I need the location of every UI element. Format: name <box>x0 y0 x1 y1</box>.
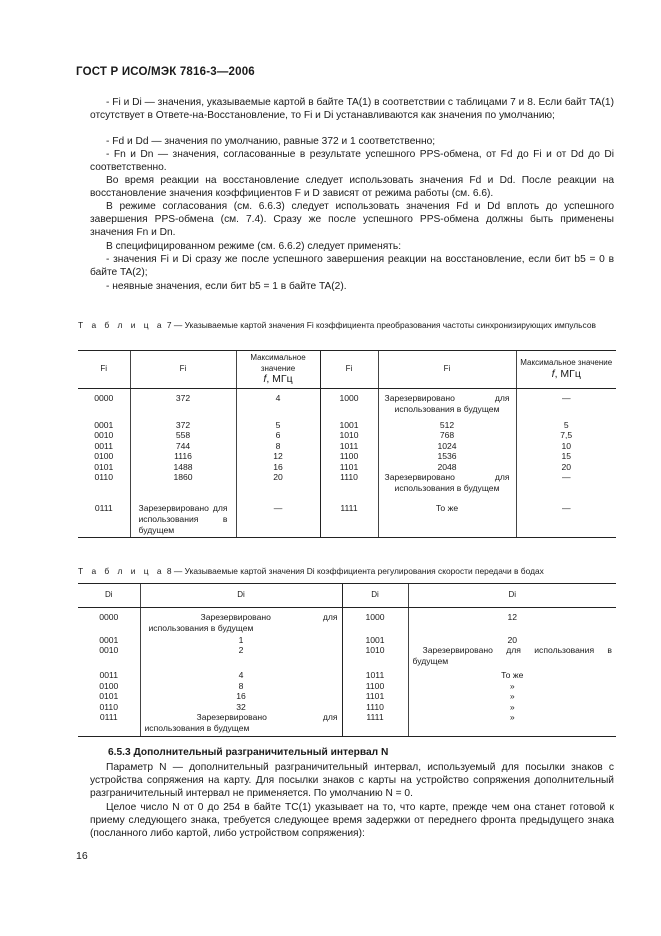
section-title: 6.5.3 Дополнительный разграничительный интервал N <box>108 747 389 758</box>
table7-cell: 0100 <box>94 451 114 462</box>
table7-cell: 1488 <box>130 462 236 473</box>
table-row <box>78 681 616 692</box>
table8-cell: 0011 <box>99 670 118 681</box>
table8-cell: Зарезервировано для использования в будущем <box>140 712 342 736</box>
table7-cell: 372 <box>130 389 236 420</box>
section-paragraph-n: Параметр N — дополнительный разграничительный интервал, используемый для посылки знаков с устройства сопряжения на карту. Для посылки знаков с карты на устройство сопряжения дополнительный разграничительный интервал не применяется. По умолчанию N = 0. <box>90 762 614 800</box>
table7-cell: 1110 <box>320 472 378 503</box>
table7-cell: То же <box>378 503 516 537</box>
section-paragraph-tc1: Целое число N от 0 до 254 в байте TC(1) указывает на то, что карте, прежде чем она станет готовой к приему следующего знака, требуется следующее время задержки от переднего фронта предыдущего знака (посланного либо картой, либо устройством сопряжения): <box>90 802 614 840</box>
table7-cell: 15 <box>516 451 616 462</box>
table-row <box>78 670 616 681</box>
table7-header-fmax <box>516 351 616 389</box>
table7-cell: 1860 <box>130 472 236 503</box>
table7-cell: 0011 <box>94 440 113 451</box>
table7-header-unit: , МГц <box>266 373 293 386</box>
table8-cell: 2 <box>140 645 342 670</box>
table7-header-f-symbol: f <box>263 373 267 386</box>
table8-cell: 16 <box>140 691 342 702</box>
table7-cell: 1536 <box>378 451 516 462</box>
table7-header-fmax-label: Максимальное значение <box>520 358 613 368</box>
table8-cell: » <box>408 691 616 702</box>
table8-cell: 1010 <box>342 645 408 670</box>
table8-cell <box>140 608 342 635</box>
table-row <box>78 691 616 702</box>
table7-header-row <box>78 351 616 389</box>
table7-cell: 16 <box>236 462 320 473</box>
page-number: 16 <box>76 850 88 862</box>
table8-cell: » <box>408 712 616 736</box>
table7-cell: 0101 <box>94 461 114 472</box>
table8-cell: 1000 <box>342 608 408 635</box>
table8-cell: 0100 <box>99 680 119 691</box>
table-row <box>78 472 616 503</box>
table8-cell: 12 <box>408 608 616 635</box>
table8-cell: » <box>408 681 616 692</box>
document-header: ГОСТ Р ИСО/МЭК 7816-3—2006 <box>76 66 255 78</box>
table7-caption-prefix: Т а б л и ц а <box>78 320 165 330</box>
table8-cell: 0000 <box>99 612 119 622</box>
table8-header-row <box>78 584 616 608</box>
table7-cell: 5 <box>236 420 320 431</box>
table7-header-fmax-label: Максимальное значение <box>250 353 306 373</box>
table8-caption-text: 8 — Указываемые картой значения Di коэффициента регулирования скорости передачи в бодах <box>166 566 544 576</box>
paragraph-specific-mode: В специфицированном режиме (см. 6.6.2) следует применять: <box>106 241 402 252</box>
table7-cell: Зарезервировано для использования в будущем <box>378 389 516 420</box>
table7-cell: 1100 <box>320 451 378 462</box>
table8-cell: Зарезервировано для использования в будущем <box>408 645 616 670</box>
table7-cell: 20 <box>516 462 616 473</box>
table7-cell: 1011 <box>320 441 378 452</box>
table7 <box>78 350 616 538</box>
table8-cell: 1001 <box>342 635 408 646</box>
table7-cell: 8 <box>236 441 320 452</box>
table7-cell: 1010 <box>320 430 378 441</box>
table8-cell: 32 <box>140 702 342 713</box>
table7-cell: 4 <box>236 389 320 420</box>
paragraph-reset-reaction: Во время реакции на восстановление следует использовать значения Fd и Dd. После реакции на восстановление значения коэффициентов F и D зависят от режима работы (см. 6.6). <box>90 175 614 200</box>
table7-caption-text: 7 — Указываемые картой значения Fi коэффициента преобразования частоты синхронизирующих импульсов <box>166 320 596 330</box>
table8-cell: 20 <box>408 635 616 646</box>
table7-caption <box>78 320 616 331</box>
table8-caption <box>78 566 616 577</box>
table-row <box>78 635 616 646</box>
table8-header-di: Di <box>342 584 408 608</box>
table-row <box>78 608 616 635</box>
table7-header-fi: Fi <box>378 351 516 389</box>
table7-cell: 2048 <box>378 462 516 473</box>
table7-cell: 6 <box>236 430 320 441</box>
table8-cell: 1011 <box>342 670 408 681</box>
paragraph-negotiation-mode: В режиме согласования (см. 6.6.3) следует использовать значения Fd и Dd вплоть до успешного завершения PPS-обмена (см. 7.4). Сразу же после успешного PPS-обмена должны быть применены значения Fn и Dn. <box>90 201 614 239</box>
paragraph-fn-dn: - Fn и Dn — значения, согласованные в результате успешного PPS-обмена, от Fd до Fi и от Dd до Di соответственно. <box>90 149 614 174</box>
table8-header-di: Di <box>408 584 616 608</box>
table8-cell: » <box>408 702 616 713</box>
table8-cell: 1101 <box>342 691 408 702</box>
table-row <box>78 702 616 713</box>
table8-cell: 0001 <box>99 634 119 645</box>
table7-cell: 10 <box>516 441 616 452</box>
table-row <box>78 645 616 670</box>
table7-cell: 372 <box>130 420 236 431</box>
table8-cell: 1111 <box>342 712 408 736</box>
paragraph-b5-one: - неявные значения, если бит b5 = 1 в байте TA(2). <box>106 281 347 292</box>
table7-cell: — <box>236 503 320 537</box>
table8-cell: 8 <box>140 681 342 692</box>
table-row <box>78 712 616 736</box>
table7-header-fmax <box>236 351 320 389</box>
table7-cell: — <box>516 503 616 537</box>
table7-cell: 5 <box>516 420 616 431</box>
table-row <box>78 451 616 462</box>
table7-cell: 12 <box>236 451 320 462</box>
paragraph-fi-di: - Fi и Di — значения, указываемые картой в байте TA(1) в соответствии с таблицами 7 и 8. Если байт TA(1) отсутствует в Ответе-на-Восстановление, то Fi и Di устанавливаются как значения по умолчанию; <box>90 97 614 122</box>
table8-cell: 0101 <box>99 691 119 702</box>
table8-cell: То же <box>408 670 616 681</box>
table7-header-unit: , МГц <box>554 368 581 380</box>
table-row <box>78 441 616 452</box>
table7-cell: Зарезервировано для использования в будущем <box>130 503 236 537</box>
table8-cell: 0111 <box>78 712 140 736</box>
table7-cell: 1101 <box>320 462 378 473</box>
table7-cell: 0111 <box>78 503 130 537</box>
table7-cell: — <box>516 472 616 503</box>
table7-cell: 1024 <box>378 441 516 452</box>
table-row <box>78 503 616 537</box>
table8-reserved-text: Зарезервировано для использования в будущем <box>148 612 338 633</box>
table7-cell: 512 <box>378 420 516 431</box>
table-row <box>78 420 616 431</box>
table-row <box>78 430 616 441</box>
table7-cell: 20 <box>236 472 320 503</box>
table7-cell: — <box>516 389 616 420</box>
table7-cell: 1111 <box>320 503 378 537</box>
table8-header-di: Di <box>140 584 342 608</box>
table7-cell: 7,5 <box>516 430 616 441</box>
table7-cell: 0110 <box>94 472 113 483</box>
table7-cell: 1116 <box>130 451 236 462</box>
table7-cell: 768 <box>378 430 516 441</box>
table-row <box>78 462 616 473</box>
table7-cell: 1000 <box>320 389 378 420</box>
table7-cell: 744 <box>130 441 236 452</box>
table7-cell: 0010 <box>94 430 114 441</box>
table-row <box>78 389 616 420</box>
table8 <box>78 583 616 737</box>
table8-caption-prefix: Т а б л и ц а <box>78 566 165 576</box>
table7-cell: Зарезервировано для использования в будущем <box>378 472 516 503</box>
table7-header-fi: Fi <box>78 351 130 389</box>
table8-cell: 4 <box>140 670 342 681</box>
table7-header-fi: Fi <box>320 351 378 389</box>
table8-cell: 1110 <box>342 702 408 713</box>
table7-cell: 0000 <box>94 393 114 403</box>
table7-cell: 0001 <box>94 419 114 430</box>
table7-header-f-symbol: f <box>551 368 555 380</box>
table7-cell: 558 <box>130 430 236 441</box>
table8-cell: 1100 <box>342 681 408 692</box>
paragraph-b5-zero: - значения Fi и Di сразу же после успешного завершения реакции на восстановление, если бит b5 = 0 в байте TA(2); <box>90 254 614 279</box>
table8-cell: 0010 <box>99 645 119 656</box>
table7-cell: 1001 <box>320 420 378 431</box>
table7-header-fi: Fi <box>130 351 236 389</box>
table8-header-di: Di <box>78 584 140 608</box>
table8-cell: 0110 <box>99 701 118 712</box>
paragraph-fd-dd: - Fd и Dd — значения по умолчанию, равные 372 и 1 соответственно; <box>106 136 436 147</box>
table8-cell: 1 <box>140 635 342 646</box>
